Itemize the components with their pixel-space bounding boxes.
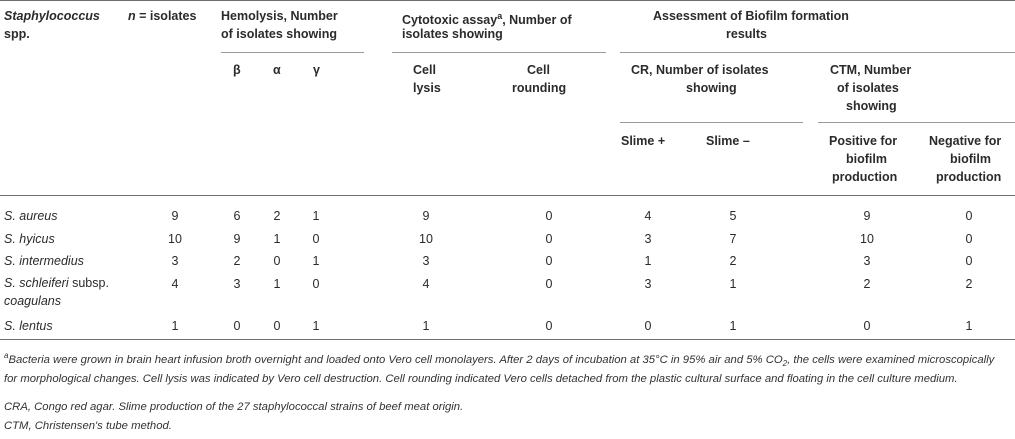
header-cell-lysis-line2: lysis: [413, 81, 441, 95]
header-biofilm-line2: results: [726, 27, 767, 41]
cell-positive: 10: [860, 232, 874, 246]
cell-gamma: 1: [312, 254, 320, 268]
header-cell-lysis: Cell: [413, 63, 436, 77]
row-species: S. hyicus: [4, 232, 55, 246]
cell-positive: 9: [863, 209, 871, 223]
header-negative-line2: biofilm: [950, 152, 991, 166]
cell-positive: 2: [863, 277, 871, 291]
header-biofilm: Assessment of Biofilm formation: [653, 9, 849, 23]
row-species: S. lentus: [4, 319, 53, 333]
cell-n: 4: [171, 277, 179, 291]
cr-underline: [620, 122, 803, 123]
cell-gamma: 1: [312, 319, 320, 333]
cell-n: 9: [171, 209, 179, 223]
header-cr-line2: showing: [686, 81, 737, 95]
cell-slime-plus: 4: [644, 209, 652, 223]
header-slime-minus: Slime –: [706, 134, 750, 148]
header-positive-line2: biofilm: [846, 152, 887, 166]
cell-positive: 0: [863, 319, 871, 333]
header-positive-line3: production: [832, 170, 898, 184]
header-cytotoxic-line2: isolates showing: [402, 27, 503, 41]
cell-beta: 9: [233, 232, 241, 246]
header-species-spp: spp.: [4, 27, 30, 41]
cell-negative: 1: [965, 319, 973, 333]
top-rule: [0, 0, 1015, 1]
cell-gamma: 0: [312, 232, 320, 246]
header-cell-rounding: Cell: [527, 63, 550, 77]
cell-beta: 0: [233, 319, 241, 333]
cell-rounding: 0: [545, 232, 553, 246]
cell-alpha: 1: [273, 232, 281, 246]
cell-slime-minus: 2: [729, 254, 737, 268]
cell-gamma: 0: [312, 277, 320, 291]
header-negative: Negative for: [929, 134, 1002, 148]
header-ctm-line2: of isolates: [837, 81, 899, 95]
cell-rounding: 0: [545, 319, 553, 333]
cell-negative: 0: [965, 232, 973, 246]
header-hemolysis: Hemolysis, Number: [221, 9, 338, 23]
header-ctm-line3: showing: [846, 99, 897, 113]
biofilm-underline: [620, 52, 1015, 53]
ctm-underline: [818, 122, 1015, 123]
header-bottom-rule: [0, 195, 1015, 196]
row-species: S. aureus: [4, 209, 58, 223]
cell-slime-plus: 3: [644, 232, 652, 246]
cell-slime-minus: 7: [729, 232, 737, 246]
cell-alpha: 0: [273, 319, 281, 333]
header-cell-rounding-line2: rounding: [512, 81, 567, 95]
footnote-cra: CRA, Congo red agar. Slime production of the 27 staphylococcal strains of beef meat origin.: [4, 401, 464, 413]
cell-alpha: 0: [273, 254, 281, 268]
row-species: S. schleiferi subsp.: [4, 276, 109, 290]
cell-slime-minus: 5: [729, 209, 737, 223]
header-species: Staphylococcus: [4, 9, 100, 23]
cell-alpha: 2: [273, 209, 281, 223]
header-slime-plus: Slime +: [621, 134, 666, 148]
header-beta: β: [233, 63, 241, 77]
cell-negative: 0: [965, 209, 973, 223]
cell-positive: 3: [863, 254, 871, 268]
cell-lysis: 3: [422, 254, 430, 268]
footnote-ctm: CTM, Christensen's tube method.: [4, 420, 172, 432]
header-gamma: γ: [313, 63, 320, 77]
cell-slime-plus: 3: [644, 277, 652, 291]
cell-lysis: 9: [422, 209, 430, 223]
cell-n: 1: [171, 319, 179, 333]
header-cr: CR, Number of isolates: [631, 63, 769, 77]
cell-slime-plus: 0: [644, 319, 652, 333]
cell-beta: 6: [233, 209, 241, 223]
cell-alpha: 1: [273, 277, 281, 291]
hemolysis-underline: [221, 52, 364, 53]
cell-rounding: 0: [545, 209, 553, 223]
table-bottom-rule: [0, 339, 1015, 340]
cell-n: 3: [171, 254, 179, 268]
cell-n: 10: [168, 232, 182, 246]
cell-beta: 3: [233, 277, 241, 291]
row-species: S. intermedius: [4, 254, 84, 268]
cell-slime-minus: 1: [729, 277, 737, 291]
cell-slime-plus: 1: [644, 254, 652, 268]
cell-slime-minus: 1: [729, 319, 737, 333]
cell-negative: 0: [965, 254, 973, 268]
header-ctm: CTM, Number: [830, 63, 912, 77]
row-species-line2: coagulans: [4, 294, 61, 308]
footnote-a: $^a$Bacteria were grown in brain heart infusion broth overnight and loaded onto Vero cell monolayers. After 2 days of incubation at 35°C in 95% air and 5% $CO_2$, the cells were examined microscopically for morphological changes. Cell lysis was indicated by Vero cell destruction. Cell rounding indicated Vero cells detached from the plastic cultural surface and floating in the cell culture medium.: [4, 351, 995, 385]
cytotoxic-underline: [392, 52, 606, 53]
header-hemolysis-line2: of isolates showing: [221, 27, 337, 41]
cell-lysis: 4: [422, 277, 430, 291]
cell-negative: 2: [965, 277, 973, 291]
cell-lysis: 1: [422, 319, 430, 333]
header-positive: Positive for: [829, 134, 898, 148]
header-n-isolates: n = isolates: [128, 9, 197, 23]
cell-lysis: 10: [419, 232, 433, 246]
cell-rounding: 0: [545, 254, 553, 268]
header-cytotoxic: Cytotoxic assay$^a$, Number of: [402, 11, 572, 27]
header-negative-line3: production: [936, 170, 1002, 184]
cell-gamma: 1: [312, 209, 320, 223]
header-alpha: α: [273, 63, 281, 77]
cell-beta: 2: [233, 254, 241, 268]
cell-rounding: 0: [545, 277, 553, 291]
